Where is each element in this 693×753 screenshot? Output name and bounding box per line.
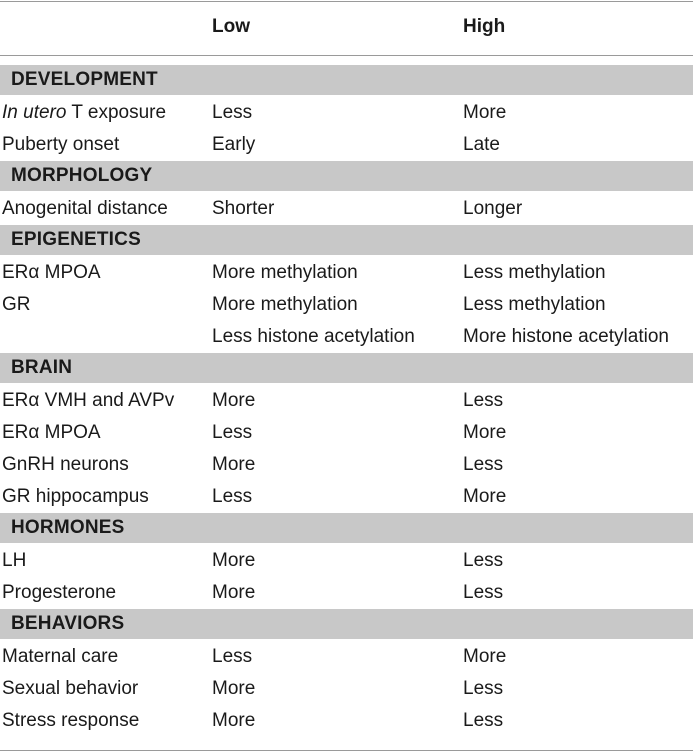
table-row: [0, 449, 693, 481]
table-row: [0, 481, 693, 513]
section-epigenetics: [0, 225, 693, 353]
section-header: [0, 161, 693, 191]
section-header: [0, 225, 693, 255]
low-value: Less histone acetylation: [212, 326, 415, 347]
row-label-text: Puberty onset: [2, 134, 120, 155]
section-header: [0, 609, 693, 639]
row-label: [2, 678, 138, 700]
table-row: [0, 577, 693, 609]
row-label: [2, 582, 116, 604]
row-label: [2, 454, 129, 476]
row-label-text: GR: [2, 294, 31, 315]
section-morphology: [0, 161, 693, 225]
section-header: [0, 353, 693, 383]
high-value: More: [463, 486, 507, 507]
table-row: [0, 385, 693, 417]
row-label-text: T exposure: [66, 102, 167, 123]
table-row: [0, 705, 693, 737]
low-value: More methylation: [212, 294, 358, 315]
high-value: More: [463, 422, 507, 443]
table-row: [0, 321, 693, 353]
section-title: BEHAVIORS: [11, 613, 125, 634]
row-label-text: Anogenital distance: [2, 198, 168, 219]
low-value: Less: [212, 646, 253, 667]
row-label: [2, 134, 119, 156]
row-label-text: Stress response: [2, 710, 140, 731]
section-title: EPIGENETICS: [11, 229, 141, 250]
high-value: Longer: [463, 198, 523, 219]
section-title: DEVELOPMENT: [11, 69, 158, 90]
low-value: Less: [212, 102, 253, 123]
high-value: Less: [463, 678, 504, 699]
table-row: [0, 257, 693, 289]
table-body: [0, 65, 693, 737]
row-label-text: GnRH neurons: [2, 454, 129, 475]
header-rule: [0, 55, 693, 56]
row-label: [2, 294, 31, 316]
high-value: More: [463, 102, 507, 123]
row-label-text: Maternal care: [2, 646, 119, 667]
row-label: [2, 550, 26, 572]
row-label-text: LH: [2, 550, 27, 571]
row-label-italic: In utero: [2, 102, 67, 123]
table-row: [0, 97, 693, 129]
column-header-high: High: [463, 16, 506, 37]
section-hormones: [0, 513, 693, 609]
row-label: [2, 198, 168, 220]
section-development: [0, 65, 693, 161]
low-value: More: [212, 582, 256, 603]
row-label: [2, 102, 166, 124]
column-header-low: Low: [212, 16, 250, 37]
high-value: Less: [463, 710, 504, 731]
row-label: [2, 646, 118, 668]
low-value: More: [212, 454, 256, 475]
section-header: [0, 513, 693, 543]
row-label: [2, 262, 101, 284]
table-row: [0, 673, 693, 705]
low-value: Shorter: [212, 198, 275, 219]
low-value: Early: [212, 134, 256, 155]
top-rule: [0, 1, 693, 2]
low-value: More: [212, 550, 256, 571]
row-label-text: ERα MPOA: [2, 262, 101, 283]
high-value: Less: [463, 550, 504, 571]
low-value: Less: [212, 422, 253, 443]
header-row: [0, 10, 693, 44]
table-row: [0, 289, 693, 321]
high-value: Late: [463, 134, 500, 155]
low-value: More: [212, 390, 256, 411]
high-value: Less: [463, 390, 504, 411]
row-label-text: ERα MPOA: [2, 422, 101, 443]
low-value: More: [212, 710, 256, 731]
high-value: Less: [463, 454, 504, 475]
row-label: [2, 390, 174, 412]
high-value: Less: [463, 582, 504, 603]
high-value: More histone acetylation: [463, 326, 669, 347]
section-behaviors: [0, 609, 693, 737]
section-title: HORMONES: [11, 517, 125, 538]
table-row: [0, 641, 693, 673]
high-value: More: [463, 646, 507, 667]
row-label: [2, 486, 149, 508]
low-value: More: [212, 678, 256, 699]
table-row: [0, 545, 693, 577]
row-label: [2, 422, 101, 444]
table-row: [0, 129, 693, 161]
low-value: More methylation: [212, 262, 358, 283]
high-value: Less methylation: [463, 262, 606, 283]
table-row: [0, 193, 693, 225]
bottom-rule: [0, 750, 693, 751]
row-label: [2, 710, 139, 732]
row-label-text: Sexual behavior: [2, 678, 139, 699]
table-row: [0, 417, 693, 449]
row-label-text: GR hippocampus: [2, 486, 149, 507]
section-title: BRAIN: [11, 357, 73, 378]
section-title: MORPHOLOGY: [11, 165, 153, 186]
section-brain: [0, 353, 693, 513]
section-header: [0, 65, 693, 95]
row-label-text: Progesterone: [2, 582, 117, 603]
row-label-text: ERα VMH and AVPv: [2, 390, 175, 411]
low-value: Less: [212, 486, 253, 507]
high-value: Less methylation: [463, 294, 606, 315]
